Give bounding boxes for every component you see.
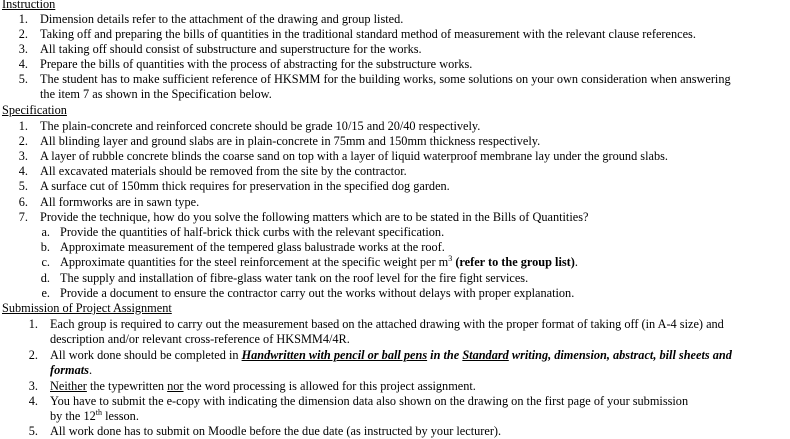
submission-item-number: 2. (28, 348, 38, 362)
submission-item-text: All work done should be completed in (50, 348, 242, 362)
submission-word-nor: nor (167, 379, 184, 393)
specification-subitem-text: Approximate measurement of the tempered glass balustrade works at the roof. (60, 240, 445, 254)
specification-subitem-letter: b. (40, 240, 50, 254)
submission-emphasis-standard: Standard (462, 348, 509, 362)
instruction-item-number: 3. (18, 42, 28, 56)
specification-item-text: The plain-concrete and reinforced concrete should be grade 10/15 and 20/40 respectively. (40, 119, 481, 133)
instruction-item-number: 4. (18, 57, 28, 71)
instruction-item-text: All taking off should consist of substructure and superstructure for the works. (40, 42, 422, 56)
submission-heading: Submission of Project Assignment (2, 301, 172, 315)
instruction-item-number: 2. (18, 27, 28, 41)
specification-subitem-text-row (60, 255, 578, 270)
instruction-item-number: 1. (18, 12, 28, 26)
submission-emphasis-text: in the (427, 348, 463, 362)
specification-subitem-text: Provide a document to ensure the contractor carry out the works without delays with proper explanation. (60, 286, 575, 300)
submission-item-text: You have to submit the e-copy with indicating the dimension data also shown on the drawing on the first page of your submission (50, 394, 689, 408)
specification-subitem-text: Approximate quantities for the steel reinforcement at the specific weight per m (60, 255, 449, 269)
specification-item-number: 5. (18, 179, 28, 193)
superscript: 3 (448, 253, 453, 263)
specification-item-text: A surface cut of 150mm thick requires for preservation in the specified dog garden. (40, 179, 450, 193)
submission-item-text: All work done has to submit on Moodle before the due date (as instructed by your lecturer). (50, 424, 502, 438)
instruction-item-number: 5. (18, 72, 28, 86)
submission-item-number: 1. (28, 317, 38, 331)
specification-subitem-bold-note: (refer to the group list) (452, 255, 575, 269)
specification-item-text: A layer of rubble concrete blinds the coarse sand on top with a layer of liquid waterproof membrane lay under the ground slabs. (40, 149, 668, 163)
submission-item-text: the typewritten (86, 379, 168, 393)
instruction-item-text: The student has to make sufficient reference of HKSMM for the building works, some solutions on your own consideration when answering (40, 72, 731, 86)
specification-subitem-letter: a. (41, 225, 50, 239)
submission-item-text: by the 12 (50, 409, 96, 423)
submission-emphasis-formats: formats (50, 363, 89, 377)
specification-item-number: 6. (18, 195, 28, 209)
submission-emphasis-text: writing, dimension, abstract, bill sheets and (508, 348, 732, 362)
specification-item-number: 1. (18, 119, 28, 133)
specification-item-number: 3. (18, 149, 28, 163)
submission-emphasis-handwritten: Handwritten with pencil or ball pens (241, 348, 428, 362)
submission-item-number: 3. (28, 379, 38, 393)
instruction-heading: Instruction (2, 0, 56, 11)
submission-item-text-continued-row (50, 363, 92, 378)
specification-item-text: All formworks are in sawn type. (40, 195, 200, 209)
specification-item-number: 2. (18, 134, 28, 148)
specification-item-text: All blinding layer and ground slabs are in plain-concrete in 75mm and 150mm thickness respectively. (40, 134, 541, 148)
submission-word-neither: Neither (50, 379, 87, 393)
specification-item-text: All excavated materials should be removed from the site by the contractor. (40, 164, 407, 178)
instruction-item-text-continued: the item 7 as shown in the Specification below. (40, 87, 272, 101)
specification-item-number: 4. (18, 164, 28, 178)
specification-subitem-letter: e. (41, 286, 50, 300)
submission-item-text-continued-row (50, 409, 139, 424)
specification-subitem-letter: d. (40, 271, 50, 285)
submission-item-number: 4. (28, 394, 38, 408)
submission-item-text: Each group is required to carry out the measurement based on the attached drawing with the proper format of taking off (in A-4 size) and (50, 317, 724, 331)
specification-heading: Specification (2, 103, 67, 117)
specification-subitem-tail: . (574, 255, 578, 269)
submission-item-text: lesson. (102, 409, 139, 423)
instruction-item-text: Dimension details refer to the attachment of the drawing and group listed. (40, 12, 404, 26)
submission-item-tail: . (88, 363, 93, 377)
specification-item-number: 7. (18, 210, 28, 224)
submission-item-text: the word processing is allowed for this project assignment. (183, 379, 476, 393)
submission-item-text-row (50, 348, 732, 363)
submission-item-number: 5. (28, 424, 38, 438)
specification-item-text: Provide the technique, how do you solve the following matters which are to be stated in the Bills of Quantities? (40, 210, 589, 224)
specification-subitem-text: The supply and installation of fibre-glass water tank on the roof level for the fire fight services. (60, 271, 529, 285)
instruction-item-text: Prepare the bills of quantities with the process of abstracting for the substructure works. (40, 57, 473, 71)
instruction-item-text: Taking off and preparing the bills of quantities in the traditional standard method of measurement with the relevant clause references. (40, 27, 696, 41)
specification-subitem-text: Provide the quantities of half-brick thick curbs with the relevant specification. (60, 225, 445, 239)
submission-item-text-continued: description and/or relevant cross-reference of HKSMM4/4R. (50, 332, 350, 346)
superscript: th (95, 407, 102, 417)
submission-item-text-row (50, 379, 476, 394)
specification-subitem-letter: c. (41, 255, 50, 269)
